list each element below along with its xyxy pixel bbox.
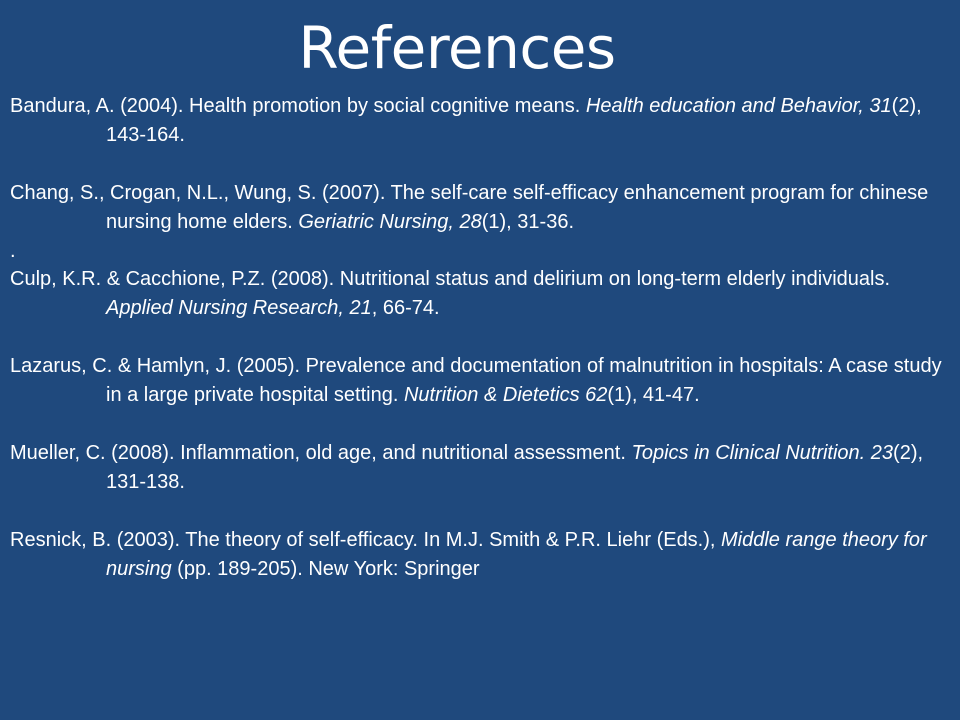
reference-details: , 66-74.	[371, 297, 440, 319]
reference-details: (2), 131-138.	[106, 442, 924, 493]
slide-title: References	[298, 14, 616, 82]
reference-source: Nutrition & Dietetics 62	[403, 384, 608, 406]
reference-details: (2), 143-164.	[106, 95, 922, 146]
separator-dot: .	[10, 240, 16, 262]
reference-details: (1), 31-36.	[481, 211, 574, 233]
reference-list-lower	[10, 265, 950, 584]
reference-source: Topics in Clinical Nutrition. 23	[631, 442, 894, 464]
spacer	[10, 497, 950, 526]
reference-item	[10, 92, 950, 150]
reference-item	[10, 526, 950, 584]
reference-text: Bandura, A. (2004). Health promotion by social cognitive means.	[10, 95, 586, 117]
reference-item	[10, 439, 950, 497]
reference-text: Lazarus, C. & Hamlyn, J. (2005). Prevalence and documentation of malnutrition in hospitals: A case study in a large private hospital setting.	[10, 355, 942, 406]
spacer	[10, 410, 950, 439]
reference-source: Geriatric Nursing, 28	[298, 211, 482, 233]
reference-source: Health education and Behavior, 31	[585, 95, 892, 117]
reference-list-upper	[10, 92, 950, 266]
reference-details: (pp. 189-205). New York: Springer	[171, 558, 480, 580]
reference-source: Middle range theory for nursing	[106, 529, 927, 580]
reference-text: Resnick, B. (2003). The theory of self-efficacy. In M.J. Smith & P.R. Liehr (Eds.),	[10, 529, 722, 551]
reference-details: (1), 41-47.	[607, 384, 700, 406]
reference-text: Culp, K.R. & Cacchione, P.Z. (2008). Nutritional status and delirium on long-term elderly individuals.	[10, 268, 891, 290]
reference-text: Mueller, C. (2008). Inflammation, old age, and nutritional assessment.	[10, 442, 632, 464]
reference-text: Chang, S., Crogan, N.L., Wung, S. (2007). The self-care self-efficacy enhancement program for chinese nursing home elders.	[10, 182, 929, 233]
reference-item	[10, 265, 950, 323]
spacer	[10, 150, 950, 179]
reference-source: Applied Nursing Research, 21	[106, 297, 372, 319]
reference-item	[10, 179, 950, 237]
spacer	[10, 323, 950, 352]
reference-item	[10, 352, 950, 410]
